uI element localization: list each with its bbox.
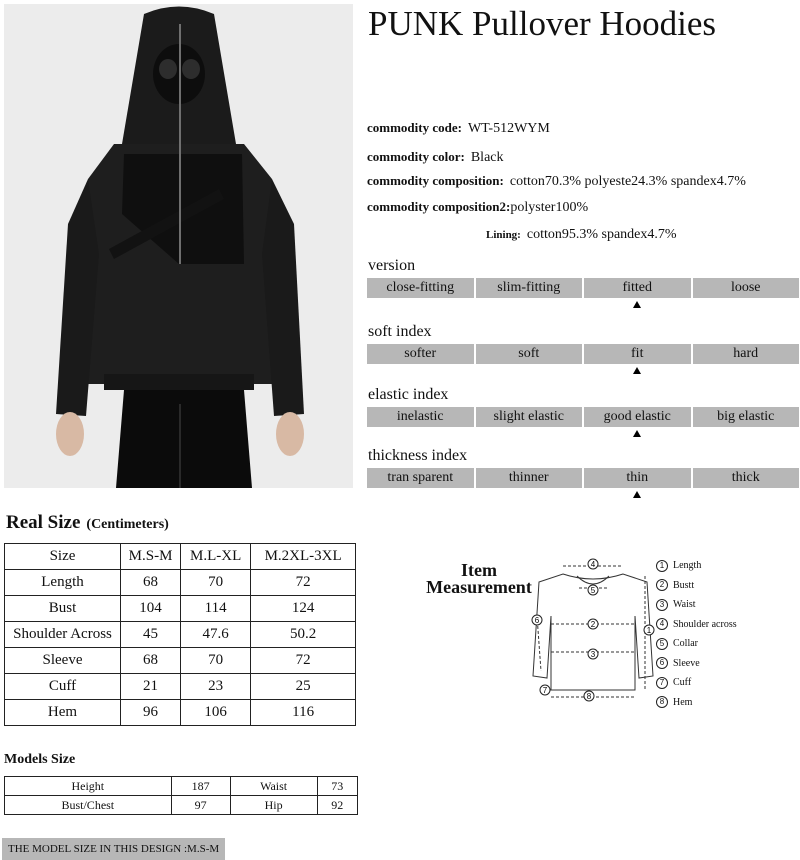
table-cell: 23: [181, 674, 251, 700]
real-size-title: Real Size: [6, 512, 81, 533]
spec-code: [367, 120, 550, 137]
legend-item: [656, 615, 737, 635]
table-header-cell: M.L-XL: [181, 544, 251, 570]
index-option-label: good elastic: [603, 409, 671, 424]
table-cell: 106: [181, 700, 251, 726]
legend-label: Waist: [673, 599, 696, 611]
spec-label: commodity code:: [367, 120, 462, 135]
table-cell: 72: [251, 570, 356, 596]
index-option-label: fitted: [622, 280, 653, 295]
legend-item: [656, 673, 737, 693]
legend-item: [656, 595, 737, 615]
legend-item: [656, 634, 737, 654]
spec-composition: [367, 173, 746, 190]
index-option: hard: [693, 344, 800, 364]
models-size-title: Models Size: [4, 752, 76, 767]
models-size-table: [4, 776, 358, 815]
index-option: softer: [367, 344, 474, 364]
index-option: soft: [476, 344, 583, 364]
spec-color: [367, 149, 504, 166]
index-option: slight elastic: [476, 407, 583, 427]
table-cell: 72: [251, 648, 356, 674]
item-measurement-title-line1: Item: [461, 560, 497, 580]
table-cell: 92: [317, 796, 357, 815]
legend-label: Length: [673, 560, 702, 572]
table-cell: 68: [121, 648, 181, 674]
svg-text:4: 4: [590, 560, 596, 569]
table-cell: 96: [121, 700, 181, 726]
index-option-selected: [584, 344, 691, 364]
index-option-selected: [584, 407, 691, 427]
real-size-heading: [6, 512, 169, 534]
legend-item: [656, 556, 737, 576]
svg-text:6: 6: [534, 616, 540, 625]
index-option: tran sparent: [367, 468, 474, 488]
svg-text:2: 2: [590, 620, 596, 629]
selected-marker-icon: [633, 367, 641, 374]
elastic-index: [367, 407, 799, 427]
index-option: thinner: [476, 468, 583, 488]
hoodie-illustration: [4, 4, 353, 488]
index-option-selected: [584, 278, 691, 298]
index-option-selected: [584, 468, 691, 488]
spec-value: polyster100%: [510, 200, 589, 215]
svg-text:3: 3: [590, 650, 596, 659]
real-size-unit: (Centimeters): [86, 517, 169, 532]
version-title: version: [368, 257, 416, 274]
table-row: [5, 777, 358, 796]
index-option-label: thin: [626, 470, 649, 485]
legend-number: 2: [656, 579, 668, 591]
table-cell: Hem: [5, 700, 121, 726]
table-cell: 70: [181, 648, 251, 674]
legend-item: [656, 693, 737, 713]
spec-value: Black: [470, 150, 504, 165]
table-cell: Sleeve: [5, 648, 121, 674]
legend-number: 3: [656, 599, 668, 611]
legend-item: [656, 654, 737, 674]
legend-number: 8: [656, 696, 668, 708]
spec-label: commodity color:: [367, 149, 465, 164]
spec-label: commodity composition:: [367, 173, 504, 188]
spec-composition2: [367, 199, 588, 216]
product-title: PUNK Pullover Hoodies: [368, 4, 717, 43]
legend-item: [656, 576, 737, 596]
table-cell: 45: [121, 622, 181, 648]
table-cell: 124: [251, 596, 356, 622]
table-cell: Height: [5, 777, 172, 796]
legend-label: Bustt: [673, 579, 695, 591]
spec-lining: [486, 227, 677, 243]
svg-text:7: 7: [542, 686, 548, 695]
legend-label: Cuff: [673, 677, 692, 689]
soft-index-title: soft index: [368, 323, 432, 340]
table-cell: Shoulder Across: [5, 622, 121, 648]
selected-marker-icon: [633, 430, 641, 437]
table-cell: 187: [171, 777, 230, 796]
table-header-cell: M.2XL-3XL: [251, 544, 356, 570]
measurement-diagram: [527, 556, 659, 704]
model-size-note: THE MODEL SIZE IN THIS DESIGN :M.S-M: [2, 838, 225, 860]
size-table: [4, 543, 356, 726]
legend-number: 5: [656, 638, 668, 650]
spec-label: commodity composition2:: [367, 199, 511, 214]
measurement-legend: [656, 556, 737, 712]
selected-marker-icon: [633, 491, 641, 498]
svg-text:1: 1: [646, 626, 652, 635]
table-cell: 21: [121, 674, 181, 700]
table-row: [5, 622, 356, 648]
legend-label: Hem: [673, 696, 693, 708]
table-header-cell: Size: [5, 544, 121, 570]
table-cell: Hip: [230, 796, 317, 815]
thickness-index-title: thickness index: [368, 447, 468, 464]
table-cell: Bust/Chest: [5, 796, 172, 815]
elastic-index-title: elastic index: [368, 386, 449, 403]
table-row: [5, 648, 356, 674]
legend-number: 7: [656, 677, 668, 689]
item-measurement-title: [413, 562, 545, 596]
legend-number: 4: [656, 618, 668, 630]
table-cell: 68: [121, 570, 181, 596]
legend-number: 6: [656, 657, 668, 669]
table-header-row: [5, 544, 356, 570]
table-cell: 97: [171, 796, 230, 815]
table-cell: 50.2: [251, 622, 356, 648]
table-row: [5, 700, 356, 726]
table-cell: 114: [181, 596, 251, 622]
index-option: inelastic: [367, 407, 474, 427]
version-index: [367, 278, 799, 298]
spec-value: WT-512WYM: [467, 121, 550, 136]
svg-text:8: 8: [586, 692, 592, 701]
table-cell: 73: [317, 777, 357, 796]
legend-label: Shoulder across: [673, 618, 737, 630]
table-row: [5, 570, 356, 596]
table-cell: Waist: [230, 777, 317, 796]
table-row: [5, 674, 356, 700]
legend-label: Collar: [673, 638, 698, 650]
index-option-label: fit: [631, 346, 644, 361]
table-cell: 116: [251, 700, 356, 726]
table-cell: 70: [181, 570, 251, 596]
table-row: [5, 796, 358, 815]
table-row: [5, 596, 356, 622]
selected-marker-icon: [633, 301, 641, 308]
spec-value: cotton95.3% spandex4.7%: [526, 227, 677, 242]
product-photo: [4, 4, 353, 488]
table-header-cell: M.S-M: [121, 544, 181, 570]
index-option: thick: [693, 468, 800, 488]
table-cell: 25: [251, 674, 356, 700]
index-option: close-fitting: [367, 278, 474, 298]
table-cell: 47.6: [181, 622, 251, 648]
table-cell: Length: [5, 570, 121, 596]
soft-index: [367, 344, 799, 364]
item-measurement-title-line2: Measurement: [426, 577, 532, 597]
table-cell: 104: [121, 596, 181, 622]
table-cell: Bust: [5, 596, 121, 622]
thickness-index: [367, 468, 799, 488]
spec-label: Lining:: [486, 229, 521, 241]
legend-number: 1: [656, 560, 668, 572]
index-option: loose: [693, 278, 800, 298]
table-cell: Cuff: [5, 674, 121, 700]
legend-label: Sleeve: [673, 657, 700, 669]
spec-value: cotton70.3% polyeste24.3% spandex4.7%: [509, 174, 746, 189]
svg-text:5: 5: [590, 586, 596, 595]
index-option: slim-fitting: [476, 278, 583, 298]
index-option: big elastic: [693, 407, 800, 427]
